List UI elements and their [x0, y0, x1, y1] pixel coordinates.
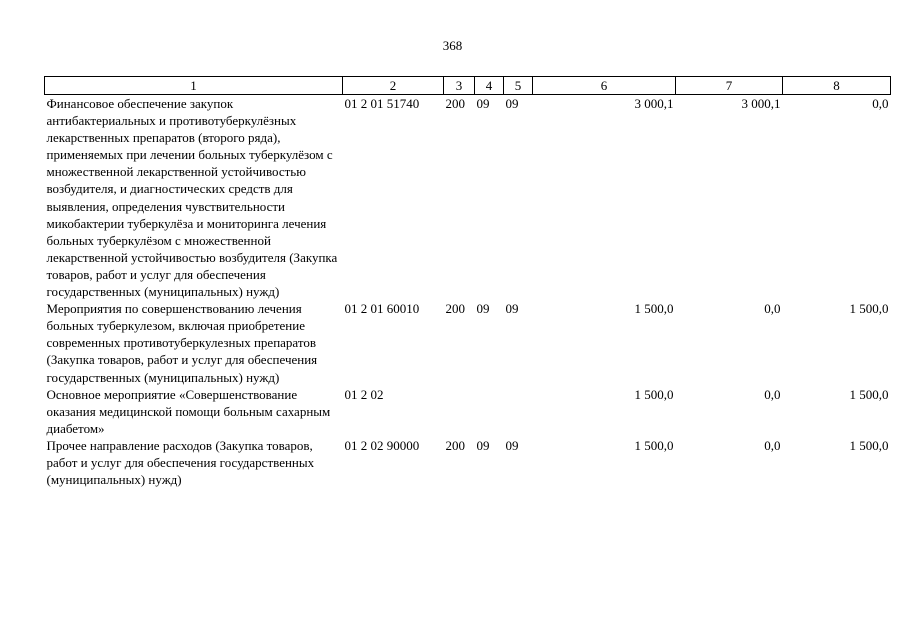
row-col4: 09 [476, 96, 490, 111]
row-col7: 0,0 [764, 437, 781, 453]
column-header-7: 7 [676, 77, 783, 95]
row-code: 01 2 02 [344, 386, 384, 402]
row-col4: 09 [476, 437, 490, 453]
row-col6: 1 500,0 [634, 386, 674, 402]
column-header-5: 5 [504, 77, 533, 95]
column-header-1: 1 [45, 77, 343, 95]
row-code: 01 2 01 60010 [344, 301, 420, 317]
row-col8: 0,0 [872, 96, 889, 111]
row-col5 [504, 386, 533, 437]
column-header-6: 6 [533, 77, 676, 95]
row-code: 01 2 02 90000 [344, 437, 420, 453]
column-header-4: 4 [475, 77, 504, 95]
row-col3: 200 [445, 301, 465, 317]
row-col6: 1 500,0 [634, 301, 674, 317]
row-col4 [475, 386, 504, 437]
row-col8: 1 500,0 [849, 437, 889, 453]
row-col3: 200 [445, 96, 465, 111]
header-row [45, 77, 891, 95]
row-col8: 1 500,0 [849, 386, 889, 402]
row-col3 [444, 386, 475, 437]
row-name: Финансовое обеспечение закупок антибактериальных и противотуберкулёзных лекарственных препаратов (второго ряда), применяемых при лечении больных туберкулёзом с множественной лекарственной устойчивостью возбудителя, и диагностических средств для выявления, определения чувствительности микобактерии туберкулёза и мониторинга лечения больных туберкулёзом с множественной лекарственной устойчивостью возбудителя (Закупка товаров, работ и услуг для обеспечения государственных (муниципальных) нужд) [46, 96, 338, 300]
row-col6: 1 500,0 [634, 437, 674, 453]
row-col7: 0,0 [764, 386, 781, 402]
row-col3: 200 [445, 437, 465, 453]
row-name: Основное мероприятие «Совершенствование оказания медицинской помощи больным сахарным диабетом» [46, 386, 331, 436]
budget-table [44, 76, 891, 488]
table-row [45, 300, 891, 385]
row-col8: 1 500,0 [849, 301, 889, 317]
column-header-8: 8 [783, 77, 891, 95]
table-row [45, 95, 891, 301]
page-number: 368 [442, 38, 463, 53]
row-col4: 09 [476, 301, 490, 317]
table-row [45, 437, 891, 488]
row-code: 01 2 01 51740 [344, 96, 420, 111]
row-name: Мероприятия по совершенствованию лечения больных туберкулезом, включая приобретение современных противотуберкулезных препаратов (Закупка товаров, работ и услуг для обеспечения государственных (муниципальных) нужд) [46, 301, 318, 385]
column-header-3: 3 [444, 77, 475, 95]
row-col5: 09 [505, 437, 519, 453]
row-col6: 3 000,1 [634, 96, 674, 111]
table-row [45, 386, 891, 437]
row-col5: 09 [505, 301, 519, 317]
row-col7: 3 000,1 [741, 96, 781, 111]
row-name: Прочее направление расходов (Закупка товаров, работ и услуг для обеспечения государственных (муниципальных) нужд) [46, 437, 315, 488]
column-header-2: 2 [343, 77, 444, 95]
row-col5: 09 [505, 96, 519, 111]
row-col7: 0,0 [764, 301, 781, 317]
